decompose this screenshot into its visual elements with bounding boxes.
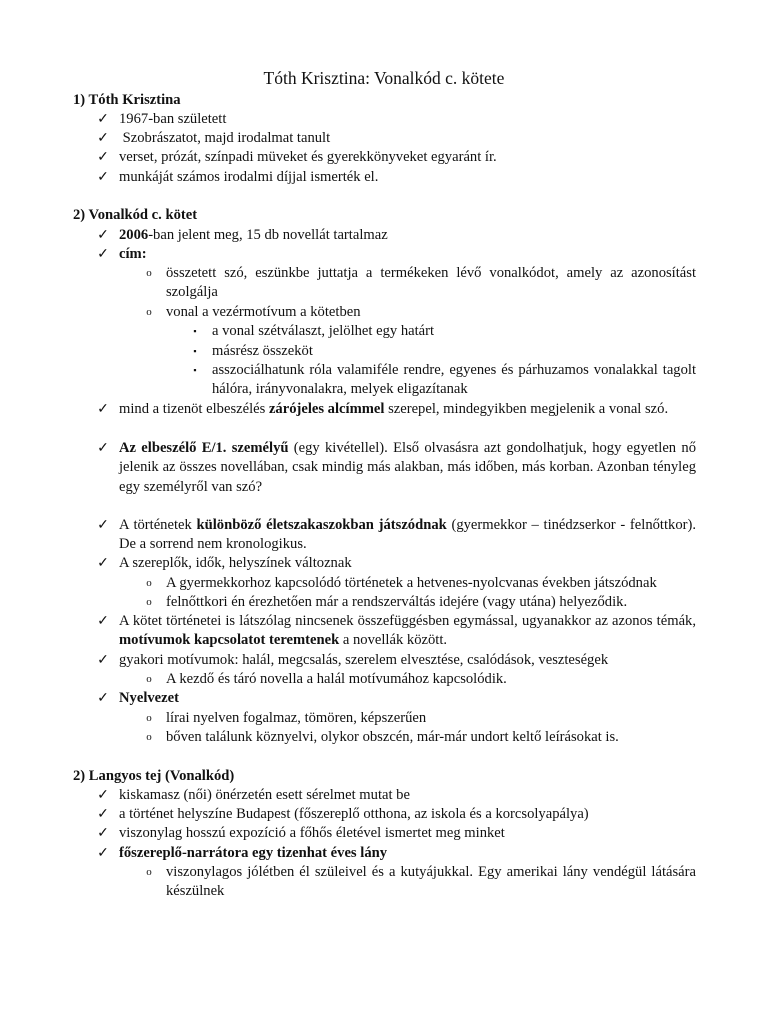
text: A kötet történetei is látszólag nincsenek összefüggésben egymással, ugyanakkor az azonos témák, [119,613,696,629]
list-item [119,844,696,863]
sub-list-item: lírai nyelven fogalmaz, tömören, képszerűen [166,710,427,726]
sub-list-item: összetett szó, eszünkbe juttatja a termékeken lévő vonalkódot, amely az azonosítást szolgálja [166,265,696,301]
check-icon: ✓ [97,653,109,668]
sub-sub-list-item: másrész összeköt [212,343,313,359]
list-item: viszonylag hosszú expozíció a főhős életével ismertet meg minket [119,825,505,841]
bold-text: zárójeles alcímmel [268,401,385,417]
square-bullet-icon: ▪ [193,346,197,356]
section-heading-langyos-tej: 2) Langyos tej (Vonalkód) [73,768,235,784]
list-item [119,439,696,497]
list-item: verset, prózát, színpadi müveket és gyerekkönyveket egyaránt ír. [119,149,497,165]
bold-text: 2006 [119,227,149,243]
sub-list-item: vonal a vezérmotívum a kötetben [166,304,361,320]
list-item [119,612,696,651]
list-item: Szobrászatot, majd irodalmat tanult [119,130,331,146]
document-title: Tóth Krisztina: Vonalkód c. kötete [263,68,505,88]
sub-list-item: bőven találunk köznyelvi, olykor obszcén, már-már undort keltő leírásokat is. [166,729,619,745]
sub-list-item: viszonylagos jólétben él szüleivel és a kutyájukkal. Egy amerikai lány vendégül látására készülnek [166,864,696,900]
circle-bullet-icon: o [146,673,152,685]
list-item: kiskamasz (női) önérzetén esett sérelmet mutat be [119,787,410,803]
text: -ban jelent meg, 15 db novellát tartalmaz [148,227,388,243]
list-item [119,245,696,264]
check-icon: ✓ [97,807,109,822]
sub-list-item: felnőttkori én érezhetően már a rendszerváltás idejére (vagy utána) helyeződik. [166,594,628,610]
check-icon: ✓ [97,441,109,456]
list-item: a történet helyszíne Budapest (főszereplő otthona, az iskola és a korcsolyapálya) [119,806,589,822]
circle-bullet-icon: o [146,577,152,589]
circle-bullet-icon: o [146,866,152,878]
section-heading-vonalkod-kotet: 2) Vonalkód c. kötet [73,207,198,223]
check-icon: ✓ [97,150,109,165]
list-item: 1967-ban született [119,111,227,127]
check-icon: ✓ [97,170,109,185]
check-icon: ✓ [97,131,109,146]
bold-text: cím: [119,246,147,262]
bold-text: főszereplő-narrátora egy tizenhat éves lány [119,845,388,861]
list-item [119,226,696,245]
bold-text: különböző életszakaszokban játszódnak [196,517,447,533]
check-icon: ✓ [97,228,109,243]
circle-bullet-icon: o [146,306,152,318]
bold-text: motívumok kapcsolatot teremtenek [119,632,340,649]
circle-bullet-icon: o [146,731,152,743]
text: szerepel, mindegyikben megjelenik a vonal szó. [384,401,669,417]
sub-list-item: A gyermekkorhoz kapcsolódó történetek a hetvenes-nyolcvanas években játszódnak [166,575,657,591]
bold-text: Nyelvezet [119,690,179,706]
check-icon: ✓ [97,556,109,571]
circle-bullet-icon: o [146,596,152,608]
circle-bullet-icon: o [146,267,152,279]
list-item [119,516,696,555]
sub-list-item: A kezdő és táró novella a halál motívumához kapcsolódik. [166,671,507,687]
bold-text: Az elbeszélő E/1. személyű [119,440,289,456]
text: (egy kivétellel). Első olvasásra azt gondolhatjuk, hogy egyetlen nő jelenik az összes novellában, csak mindig más alakban, más időben, más korban. Azonban tényleg egy személyről van szó? [119,440,696,495]
square-bullet-icon: ▪ [193,326,197,336]
list-item: munkáját számos irodalmi díjjal ismerték el. [119,169,379,185]
sub-sub-list-item: a vonal szétválaszt, jelölhet egy határt [212,323,435,339]
text: mind a tizenöt elbeszélés [119,401,269,417]
section-heading-toth-krisztina: 1) Tóth Krisztina [73,92,181,108]
list-item: gyakori motívumok: halál, megcsalás, szerelem elvesztése, csalódások, veszteségek [119,652,609,668]
check-icon: ✓ [97,826,109,841]
list-item: A szereplők, idők, helyszínek változnak [119,555,352,571]
check-icon: ✓ [97,788,109,803]
list-item [119,689,696,708]
check-icon: ✓ [97,691,109,706]
text: A történetek [119,517,197,533]
check-icon: ✓ [97,112,109,127]
check-icon: ✓ [97,518,109,533]
text: a novellák között. [339,632,448,649]
circle-bullet-icon: o [146,712,152,724]
check-icon: ✓ [97,846,109,861]
list-item [119,400,696,419]
check-icon: ✓ [97,247,109,262]
check-icon: ✓ [97,614,109,629]
text: (gyermekkor – tinédzserkor - felnőttkor). De a sorrend nem kronologikus. [119,517,696,553]
check-icon: ✓ [97,402,109,417]
square-bullet-icon: ▪ [193,365,197,375]
sub-sub-list-item: asszociálhatunk róla valamiféle rendre, egyenes és párhuzamos vonalakkal tagolt hálóra, irányvonalakra, melyek eligazítanak [212,362,696,398]
